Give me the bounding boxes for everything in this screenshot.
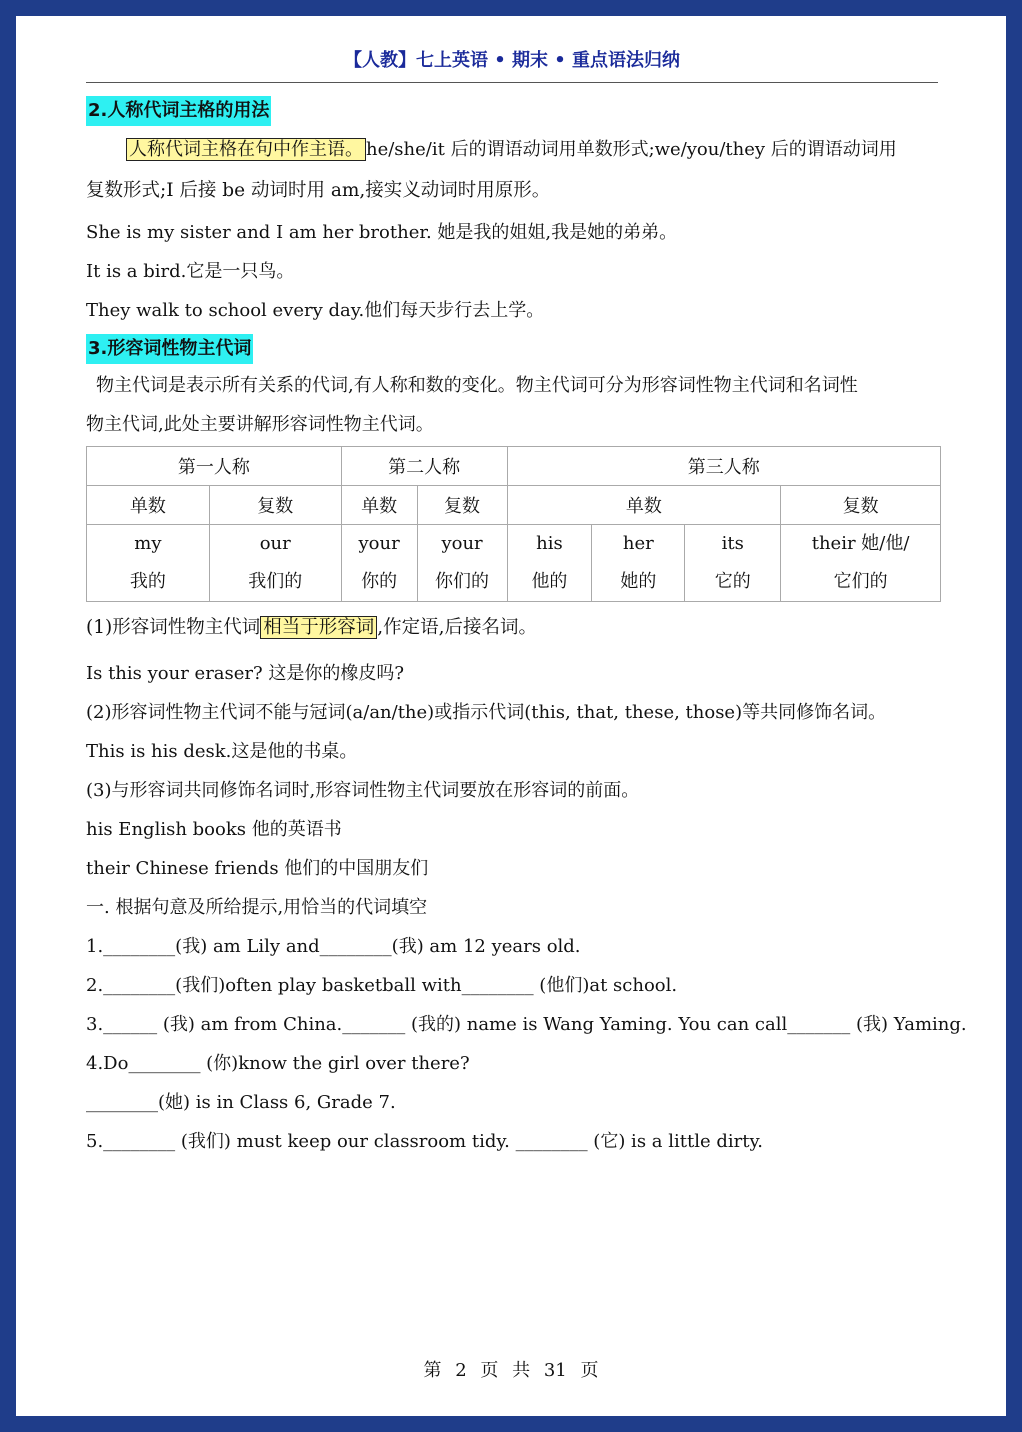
- table-cell: its 它的: [685, 525, 781, 602]
- table-subheader-cell: 复数: [781, 486, 941, 525]
- rule-line: (3)与形容词共同修饰名词时,形容词性物主代词要放在形容词的前面。: [86, 780, 640, 801]
- table-subheader-cell: 单数: [507, 486, 781, 525]
- exercise-item: ________(她) is in Class 6, Grade 7.: [86, 1092, 396, 1113]
- section-3-intro: 物主代词是表示所有关系的代词,有人称和数的变化。物主代词可分为形容词性物主代词和名词性: [96, 375, 858, 396]
- rule-line: This is his desk.这是他的书桌。: [86, 741, 358, 762]
- rule-line: his English books 他的英语书: [86, 819, 342, 840]
- table-row: [87, 525, 941, 602]
- table-subheader-cell: 单数: [341, 486, 417, 525]
- section-3-title: 3.形容词性物主代词: [86, 330, 941, 366]
- exercise-item: 3.______ (我) am from China._______ (我的) name is Wang Yaming. You can call_______ (我) Yaming.: [86, 1014, 967, 1035]
- table-cell: my 我的: [87, 525, 210, 602]
- example-line: They walk to school every day.他们每天步行去上学。: [86, 300, 545, 321]
- table-cell: our 我们的: [209, 525, 341, 602]
- rule-line: (2)形容词性物主代词不能与冠词(a/an/the)或指示代词(this, that, these, those)等共同修饰名词。: [86, 702, 887, 723]
- page-header: 【人教】七上英语 • 期末 • 重点语法归纳: [86, 46, 938, 83]
- table-subheader-cell: 复数: [209, 486, 341, 525]
- page-footer: 第 2 页 共 31 页: [423, 1360, 599, 1381]
- section-2-intro: 人称代词主格在句中作主语。 he/she/it 后的谓语动词用单数形式;we/you/they 后的谓语动词用: [86, 130, 941, 169]
- table-cell: her 她的: [592, 525, 685, 602]
- table-subheader-cell: 单数: [87, 486, 210, 525]
- exercise-title: 一. 根据句意及所给提示,用恰当的代词填空: [86, 897, 428, 918]
- rule-line: Is this your eraser? 这是你的橡皮吗?: [86, 663, 405, 684]
- exercise-item: 5.________ (我们) must keep our classroom tidy. ________ (它) is a little dirty.: [86, 1131, 763, 1152]
- table-header-cell: 第二人称: [341, 447, 507, 486]
- table-header-cell: 第一人称: [87, 447, 342, 486]
- table-cell: your 你们的: [417, 525, 507, 602]
- table-subheader-cell: 复数: [417, 486, 507, 525]
- exercise-item: 2.________(我们)often play basketball with________ (他们)at school.: [86, 975, 678, 996]
- table-header-cell: 第三人称: [507, 447, 941, 486]
- section-3-intro-line2: 物主代词,此处主要讲解形容词性物主代词。: [86, 414, 434, 435]
- table-cell: their 她/他/ 它们的: [781, 525, 941, 602]
- page-content: [86, 92, 967, 1161]
- exercise-item: 4.Do________ (你)know the girl over there?: [86, 1053, 470, 1074]
- document-page: [16, 16, 1006, 1416]
- section-2-title: 2.人称代词主格的用法: [86, 92, 941, 128]
- table-cell: your 你的: [341, 525, 417, 602]
- possessive-pronoun-table: [86, 446, 941, 602]
- rule-line: their Chinese friends 他们的中国朋友们: [86, 858, 429, 879]
- example-line: She is my sister and I am her brother. 她是我的姐姐,我是她的弟弟。: [86, 222, 678, 243]
- highlight-subject-rule: 人称代词主格在句中作主语。: [126, 138, 366, 161]
- rule-1: (1)形容词性物主代词 相当于形容词 ,作定语,后接名词。: [86, 617, 537, 638]
- example-line: It is a bird.它是一只鸟。: [86, 261, 295, 282]
- section-2-intro-line2: 复数形式;I 后接 be 动词时用 am,接实义动词时用原形。: [86, 180, 551, 201]
- exercise-item: 1.________(我) am Lily and________(我) am 12 years old.: [86, 936, 581, 957]
- table-cell: his 他的: [507, 525, 592, 602]
- highlight-adjective: 相当于形容词: [260, 616, 377, 639]
- table-header-row: [87, 447, 941, 486]
- table-subheader-row: [87, 486, 941, 525]
